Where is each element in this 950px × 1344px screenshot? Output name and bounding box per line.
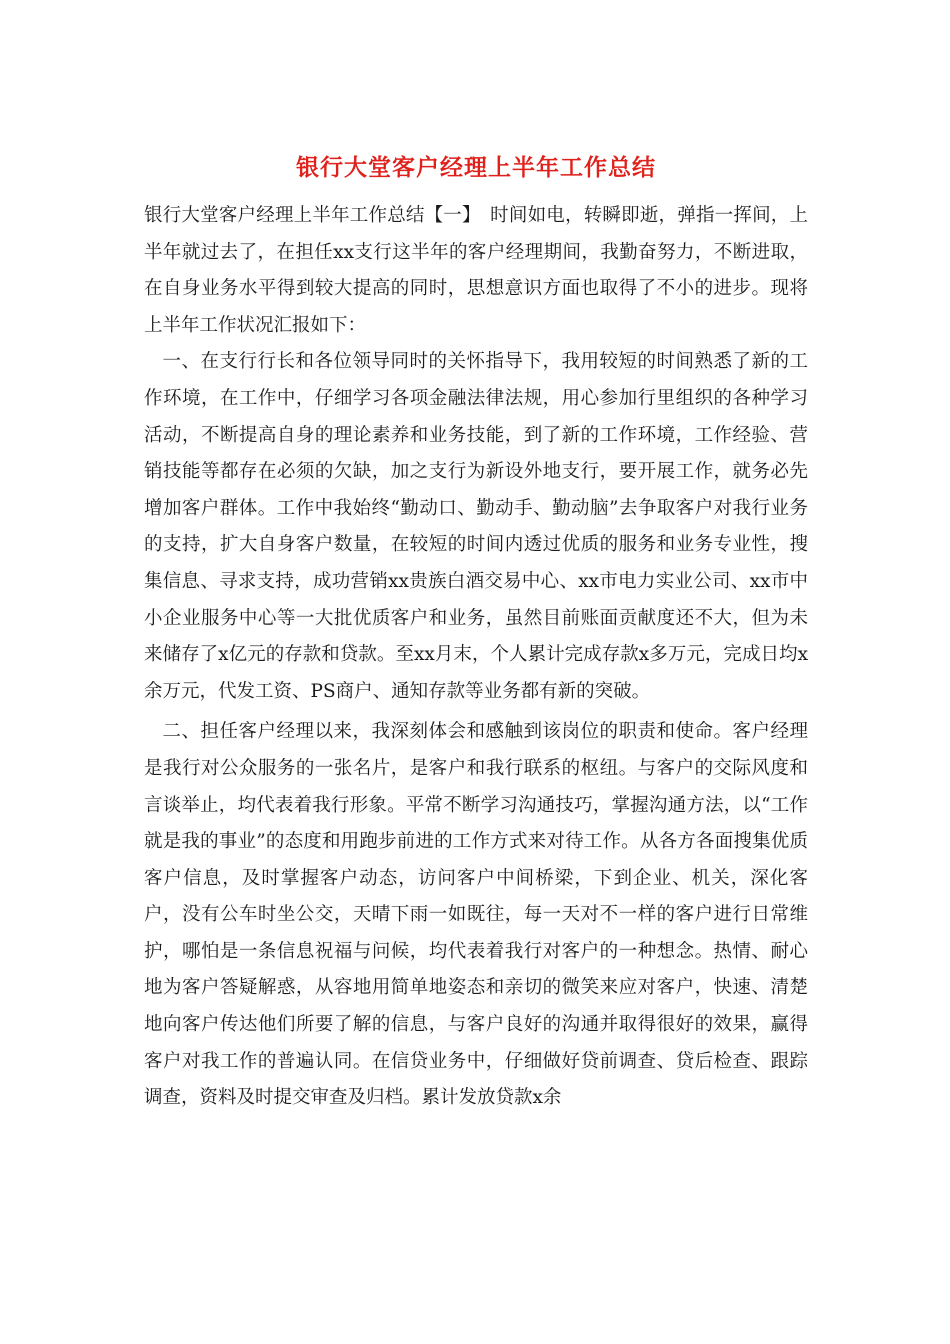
document-title: 银行大堂客户经理上半年工作总结 xyxy=(296,154,656,181)
document-page xyxy=(144,148,808,1117)
paragraph-section-one: 一、在支行行长和各位领导同时的关怀指导下，我用较短的时间熟悉了新的工作环境，在工作中，仔细学习各项金融法律法规，用心参加行里组织的各种学习活动，不断提高自身的理论素养和业务技能，到了新的工作环境，工作经验、营销技能等都存在必须的欠缺，加之支行为新设外地支行，要开展工作，就务必先增加客户群体。工作中我始终“勤动口、勤动手、勤动脑”去争取客户对我行业务的支持，扩大自身客户数量，在较短的时间内透过优质的服务和业务专业性，搜集信息、寻求支持，成功营销xx贵族白酒交易中心、xx市电力实业公司、xx市中小企业服务中心等一大批优质客户和业务，虽然目前账面贡献度还不大，但为未来储存了x亿元的存款和贷款。至xx月末，个人累计完成存款x多万元，完成日均x余万元，代发工资、PS商户、通知存款等业务都有新的突破。 xyxy=(144,351,808,702)
paragraph-section-two: 二、担任客户经理以来，我深刻体会和感触到该岗位的职责和使命。客户经理是我行对公众服务的一张名片，是客户和我行联系的枢纽。与客户的交际风度和言谈举止，均代表着我行形象。平常不断学习沟通技巧，掌握沟通方法，以“工作就是我的事业”的态度和用跑步前进的工作方式来对待工作。从各方各面搜集优质客户信息，及时掌握客户动态，访问客户中间桥梁，下到企业、机关，深化客户，没有公车时坐公交，天晴下雨一如既往，每一天对不一样的客户进行日常维护，哪怕是一条信息祝福与问候，均代表着我行对客户的一种想念。热情、耐心地为客户答疑解惑，从容地用简单地姿态和亲切的微笑来应对客户，快速、清楚地向客户传达他们所要了解的信息，与客户良好的沟通并取得很好的效果，赢得客户对我工作的普遍认同。在信贷业务中，仔细做好贷前调查、贷后检查、跟踪调查，资料及时提交审查及归档。累计发放贷款x余 xyxy=(144,721,808,1109)
paragraph-intro: 银行大堂客户经理上半年工作总结【一】 时间如电，转瞬即逝，弹指一挥间，上半年就过去了，在担任xx支行这半年的客户经理期间，我勤奋努力，不断进取，在自身业务水平得到较大提高的同时，思想意识方面也取得了不小的进步。现将上半年工作状况汇报如下： xyxy=(144,205,808,336)
